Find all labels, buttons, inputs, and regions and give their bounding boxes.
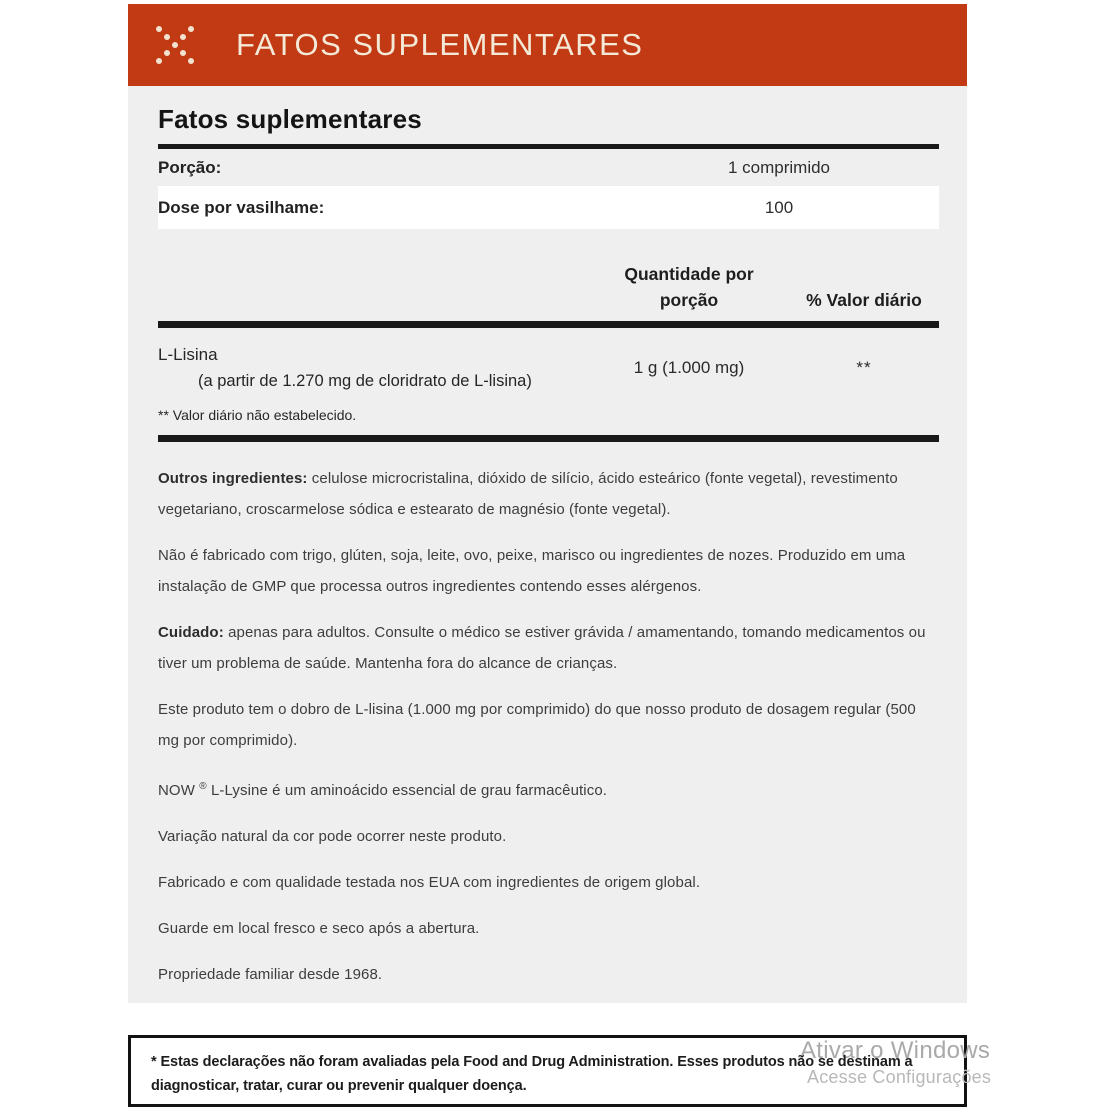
ingredient-detail: (a partir de 1.270 mg de cloridrato de L-lisina) [198,372,532,390]
info-paragraph: Não é fabricado com trigo, glúten, soja, leite, ovo, peixe, marisco ou ingredientes de nozes. Produzido em uma instalação de GMP que processa outros ingredientes contendo esses alérgenos. [158,547,906,595]
divider [158,321,939,328]
info-paragraph: Variação natural da cor pode ocorrer neste produto. [158,828,507,845]
info-paragraph: Este produto tem o dobro de L-lisina (1.000 mg por comprimido) do que nosso produto de dosagem regular (500 mg por comprimido). [158,701,916,749]
serving-row-label: Porção: [158,157,222,177]
watermark-line1: Ativar o Windows [800,1037,991,1064]
column-header-daily-value: % Valor diário [806,290,922,310]
info-paragraph: Propriedade familiar desde 1968. [158,966,383,983]
serving-row [158,149,939,186]
serving-row-value: 1 comprimido [727,157,831,177]
column-headers [158,261,939,321]
ingredient-amount: 1 g (1.000 mg) [633,358,745,377]
panel-title: Fatos suplementares [158,104,422,134]
supplement-facts-banner [128,4,967,86]
info-paragraph: Outros ingredientes: celulose microcristalina, dióxido de silício, ácido esteárico (fonte vegetal), revestimento vegetariano, croscarmelose sódica e estearato de magnésio (fonte vegetal). [158,470,898,518]
supplement-facts-panel [128,86,967,1003]
info-paragraph: Fabricado e com qualidade testada nos EUA com ingredientes de origem global. [158,874,701,891]
watermark-line2: Acesse Configurações [807,1067,991,1087]
daily-value-footnote: ** Valor diário não estabelecido. [158,407,357,423]
serving-row-label: Dose por vasilhame: [158,197,325,217]
info-paragraph: NOW ® L-Lysine é um aminoácido essencial de grau farmacêutico. [158,781,608,799]
info-paragraph: Cuidado: apenas para adultos. Consulte o médico se estiver grávida / amamentando, tomando medicamentos ou tiver um problema de saúde. Mantenha fora do alcance de crianças. [158,624,926,672]
serving-row [158,186,939,229]
ingredient-daily-value: ** [856,358,872,377]
ingredient-row [158,328,939,401]
fda-disclaimer-box [128,1035,967,1107]
divider [158,435,939,442]
dotted-x-icon [154,24,196,66]
serving-row-value: 100 [764,197,794,217]
banner-title: FATOS SUPLEMENTARES [236,27,644,62]
ingredient-name: L-Lisina (a partir de 1.270 mg de cloridrato de L-lisina) [158,341,589,395]
info-paragraph: Guarde em local fresco e seco após a abertura. [158,920,480,937]
fda-disclaimer-text: * Estas declarações não foram avaliadas pela Food and Drug Administration. Esses produtos não se destinam a diagnosticar, tratar, curar ou prevenir qualquer doença. [151,1054,913,1094]
column-header-amount: Quantidade por porção [624,264,754,310]
serving-rows [158,149,939,229]
paragraphs [158,442,939,990]
